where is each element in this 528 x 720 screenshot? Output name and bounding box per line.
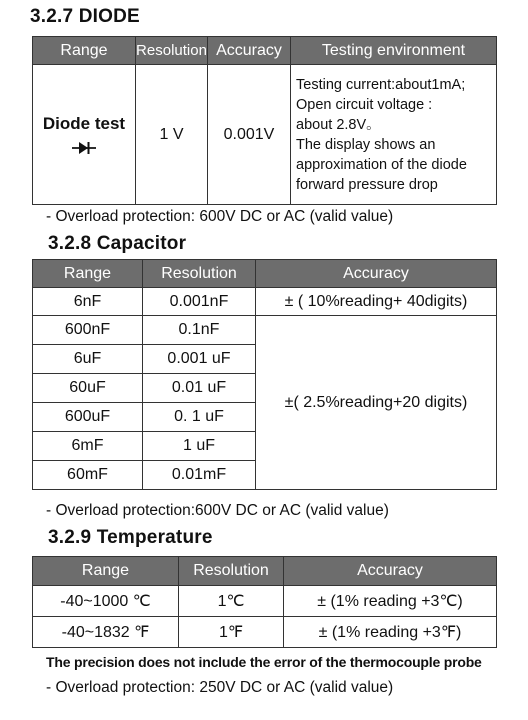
col-resolution: Resolution <box>136 37 208 65</box>
diode-heading: 3.2.7 DIODE <box>30 6 140 27</box>
diode-header-row <box>33 37 497 65</box>
range-cell: 60uF <box>33 374 143 403</box>
capacitor-header-row <box>33 260 497 288</box>
range-cell: 6mF <box>33 432 143 461</box>
accuracy-cell: ± (1% reading +3℉) <box>284 617 497 648</box>
accuracy-cell: ±( 2.5%reading+20 digits) <box>256 316 497 490</box>
range-cell: 600uF <box>33 403 143 432</box>
resolution-cell: 0. 1 uF <box>143 403 256 432</box>
col-resolution: Resolution <box>143 260 256 288</box>
env-line: Testing current:about1mA; <box>296 76 466 93</box>
temperature-table <box>32 556 497 648</box>
resolution-cell: 1℃ <box>179 586 284 617</box>
env-line: forward pressure drop <box>296 176 438 193</box>
col-accuracy: Accuracy <box>208 37 291 65</box>
range-cell: -40~1000 ℃ <box>33 586 179 617</box>
diode-range: Diode test <box>42 113 126 133</box>
diode-range-cell <box>33 65 136 205</box>
range-cell: 600nF <box>33 316 143 345</box>
resolution-cell: 0.01 uF <box>143 374 256 403</box>
range-cell: 6nF <box>33 288 143 316</box>
accuracy-cell: ± (1% reading +3℃) <box>284 586 497 617</box>
resolution-cell: 1℉ <box>179 617 284 648</box>
resolution-cell: 0.1nF <box>143 316 256 345</box>
table-row <box>33 586 497 617</box>
resolution-cell: 0.01mF <box>143 461 256 490</box>
capacitor-heading: 3.2.8 Capacitor <box>48 233 187 254</box>
col-range: Range <box>33 260 143 288</box>
range-cell: 6uF <box>33 345 143 374</box>
env-line: The display shows an <box>296 136 436 153</box>
range-cell: 60mF <box>33 461 143 490</box>
resolution-cell: 0.001 uF <box>143 345 256 374</box>
diode-icon <box>71 140 97 156</box>
env-line: approximation of the diode <box>296 156 467 173</box>
env-line: Open circuit voltage : <box>296 96 433 113</box>
diode-resolution: 1 V <box>136 65 208 205</box>
diode-accuracy: 0.001V <box>208 65 291 205</box>
temperature-overload-note: - Overload protection: 250V DC or AC (valid value) <box>46 679 394 696</box>
diode-overload-note: - Overload protection: 600V DC or AC (valid value) <box>46 208 394 225</box>
resolution-cell: 1 uF <box>143 432 256 461</box>
capacitor-table <box>32 259 497 490</box>
resolution-cell: 0.001nF <box>143 288 256 316</box>
capacitor-overload-note: - Overload protection:600V DC or AC (valid value) <box>46 502 389 519</box>
col-accuracy: Accuracy <box>256 260 497 288</box>
col-range: Range <box>33 557 179 586</box>
table-row <box>33 288 497 316</box>
diode-env <box>291 65 497 205</box>
temperature-heading: 3.2.9 Temperature <box>48 527 213 548</box>
col-range: Range <box>33 37 136 65</box>
diode-row <box>33 65 497 205</box>
env-line: about 2.8V。 <box>296 116 381 133</box>
diode-table <box>32 36 497 205</box>
accuracy-cell: ± ( 10%reading+ 40digits) <box>256 288 497 316</box>
range-cell: -40~1832 ℉ <box>33 617 179 648</box>
table-row <box>33 617 497 648</box>
col-resolution: Resolution <box>179 557 284 586</box>
table-row <box>33 316 497 345</box>
col-accuracy: Accuracy <box>284 557 497 586</box>
temperature-header-row <box>33 557 497 586</box>
col-testing-environment: Testing environment <box>291 37 497 65</box>
precision-note: The precision does not include the error of the thermocouple probe <box>46 654 482 670</box>
